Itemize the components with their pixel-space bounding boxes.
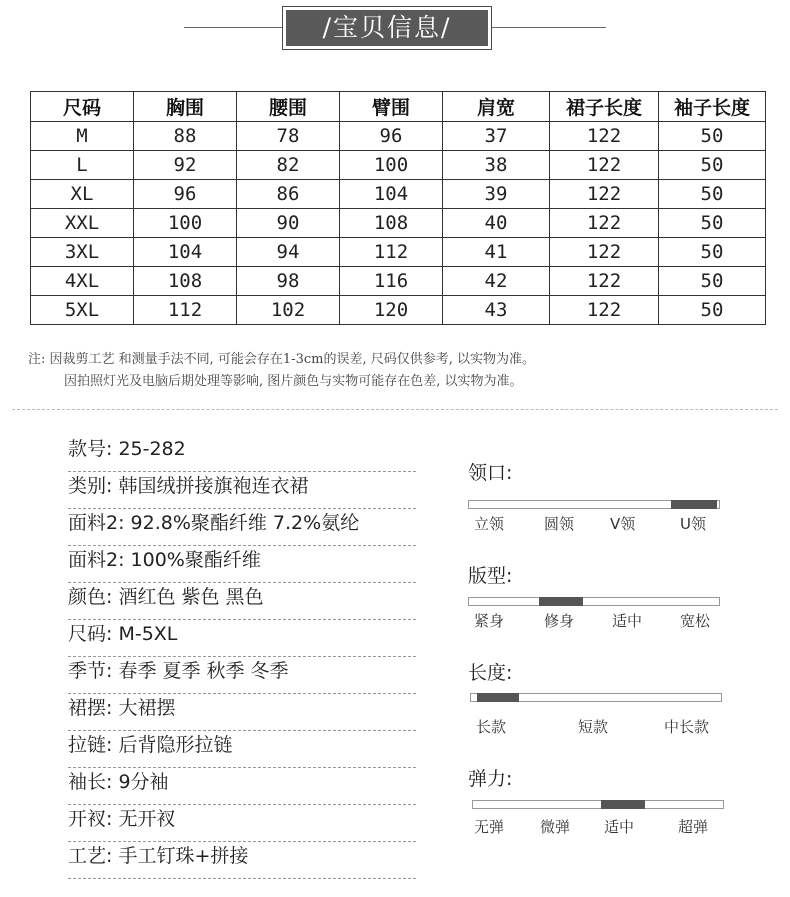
section-title: /宝贝信息/ <box>286 10 488 46</box>
size-table-cell: 96 <box>134 180 237 209</box>
slider-neckline-fill <box>671 500 717 509</box>
size-table-cell: 100 <box>340 151 443 180</box>
slider-fit-bar <box>468 597 720 606</box>
size-table-cell: 112 <box>340 238 443 267</box>
size-table-cell: L <box>31 151 134 180</box>
size-table-cell: 82 <box>237 151 340 180</box>
disclaimer-note <box>28 349 535 393</box>
slider-elasticity-title: 弹力: <box>468 768 513 790</box>
size-table-cell: 4XL <box>31 267 134 296</box>
size-table-header-row <box>31 92 766 122</box>
size-table-cell: 102 <box>237 296 340 325</box>
slider-neckline-label: 圆领 <box>544 515 575 533</box>
attr-hem: 裙摆: 大裙摆 <box>68 693 416 731</box>
slider-elasticity-label: 超弹 <box>678 818 709 836</box>
slider-length-title: 长度: <box>468 662 513 684</box>
slider-length-bar <box>470 693 722 702</box>
size-table-cell: 100 <box>134 209 237 238</box>
section-header <box>282 6 492 50</box>
slider-neckline-label: V领 <box>610 515 636 533</box>
attr-slit: 开衩: 无开衩 <box>68 804 416 842</box>
size-table-row <box>31 209 766 238</box>
size-table-cell: 38 <box>443 151 550 180</box>
slider-neckline-label: 立领 <box>474 515 505 533</box>
size-table-row <box>31 238 766 267</box>
attr-size: 尺码: M-5XL <box>68 619 416 657</box>
size-table-cell: 108 <box>340 209 443 238</box>
size-table-cell: 104 <box>340 180 443 209</box>
section-divider <box>12 409 778 410</box>
size-table-cell: 41 <box>443 238 550 267</box>
size-table-row <box>31 122 766 151</box>
attr-color: 颜色: 酒红色 紫色 黑色 <box>68 582 416 620</box>
size-table-cell: 5XL <box>31 296 134 325</box>
slider-fit-label: 宽松 <box>680 612 711 630</box>
size-table-cell: 90 <box>237 209 340 238</box>
attr-zipper: 拉链: 后背隐形拉链 <box>68 730 416 768</box>
size-table-cell: 116 <box>340 267 443 296</box>
size-table-cell: 108 <box>134 267 237 296</box>
col-header-waist: 腰围 <box>237 92 340 122</box>
size-table-cell: 122 <box>550 151 659 180</box>
slider-fit-label: 修身 <box>544 612 575 630</box>
attr-season: 季节: 春季 夏季 秋季 冬季 <box>68 656 416 694</box>
header-rule-left <box>184 27 282 28</box>
slider-neckline-bar <box>468 500 720 509</box>
slider-neckline-label: U领 <box>680 515 706 533</box>
slider-fit-label: 紧身 <box>474 612 505 630</box>
slider-fit-label: 适中 <box>612 612 643 630</box>
col-header-chest: 胸围 <box>134 92 237 122</box>
col-header-shoulder: 肩宽 <box>443 92 550 122</box>
slider-length-label: 中长款 <box>664 718 710 736</box>
size-table <box>30 91 766 325</box>
slider-elasticity-label: 无弹 <box>474 818 505 836</box>
slider-fit-title: 版型: <box>468 565 513 587</box>
size-table-cell: 50 <box>659 122 766 151</box>
note-line-2: 因拍照灯光及电脑后期处理等影响, 图片颜色与实物可能存在色差, 以实物为准。 <box>64 374 523 389</box>
size-table-cell: 50 <box>659 151 766 180</box>
size-table-cell: 122 <box>550 122 659 151</box>
slider-fit-fill <box>539 597 583 606</box>
size-table-row <box>31 296 766 325</box>
col-header-dress-length: 裙子长度 <box>550 92 659 122</box>
slider-elasticity-bar <box>472 800 724 809</box>
slider-neckline-title: 领口: <box>468 462 513 484</box>
size-table-cell: 50 <box>659 209 766 238</box>
slider-length-label: 长款 <box>476 718 507 736</box>
col-header-arm: 臂围 <box>340 92 443 122</box>
slider-length-fill <box>477 693 519 702</box>
size-table-cell: 88 <box>134 122 237 151</box>
attr-fabric-1: 面料2: 92.8%聚酯纤维 7.2%氨纶 <box>68 508 416 546</box>
size-table-cell: 122 <box>550 296 659 325</box>
slider-elasticity-fill <box>601 800 645 809</box>
size-table-cell: XL <box>31 180 134 209</box>
attr-fabric-2: 面料2: 100%聚酯纤维 <box>68 545 416 583</box>
size-table-cell: 122 <box>550 209 659 238</box>
size-table-cell: 40 <box>443 209 550 238</box>
size-table-cell: 120 <box>340 296 443 325</box>
header-rule-right <box>492 27 606 28</box>
size-table-cell: 122 <box>550 267 659 296</box>
attr-craft: 工艺: 手工钉珠+拼接 <box>68 841 416 879</box>
size-table-row <box>31 267 766 296</box>
size-table-cell: 43 <box>443 296 550 325</box>
size-table-cell: 122 <box>550 238 659 267</box>
size-table-cell: 104 <box>134 238 237 267</box>
slider-length-label: 短款 <box>578 718 609 736</box>
size-table-cell: 122 <box>550 180 659 209</box>
size-table-cell: 112 <box>134 296 237 325</box>
note-line-1: 注: 因裁剪工艺 和测量手法不同, 可能会存在1-3cm的误差, 尺码仅供参考, 以实物为准。 <box>28 352 535 367</box>
attr-category: 类别: 韩国绒拼接旗袍连衣裙 <box>68 471 416 509</box>
size-table-cell: 3XL <box>31 238 134 267</box>
size-table-row <box>31 151 766 180</box>
slider-elasticity-label: 适中 <box>604 818 635 836</box>
size-table-cell: 50 <box>659 180 766 209</box>
size-table-cell: M <box>31 122 134 151</box>
size-table-cell: 86 <box>237 180 340 209</box>
size-table-cell: 50 <box>659 296 766 325</box>
slider-elasticity-label: 微弹 <box>540 818 571 836</box>
size-table-cell: 39 <box>443 180 550 209</box>
attr-sleeve: 袖长: 9分袖 <box>68 767 416 805</box>
size-table-cell: 96 <box>340 122 443 151</box>
size-table-row <box>31 180 766 209</box>
size-table-cell: 94 <box>237 238 340 267</box>
attr-style-no: 款号: 25-282 <box>68 434 416 472</box>
size-table-cell: 78 <box>237 122 340 151</box>
size-table-cell: 42 <box>443 267 550 296</box>
size-table-cell: 37 <box>443 122 550 151</box>
size-table-cell: 92 <box>134 151 237 180</box>
size-table-cell: 50 <box>659 238 766 267</box>
size-table-cell: 98 <box>237 267 340 296</box>
col-header-size: 尺码 <box>31 92 134 122</box>
size-table-cell: XXL <box>31 209 134 238</box>
size-table-cell: 50 <box>659 267 766 296</box>
col-header-sleeve-length: 袖子长度 <box>659 92 766 122</box>
